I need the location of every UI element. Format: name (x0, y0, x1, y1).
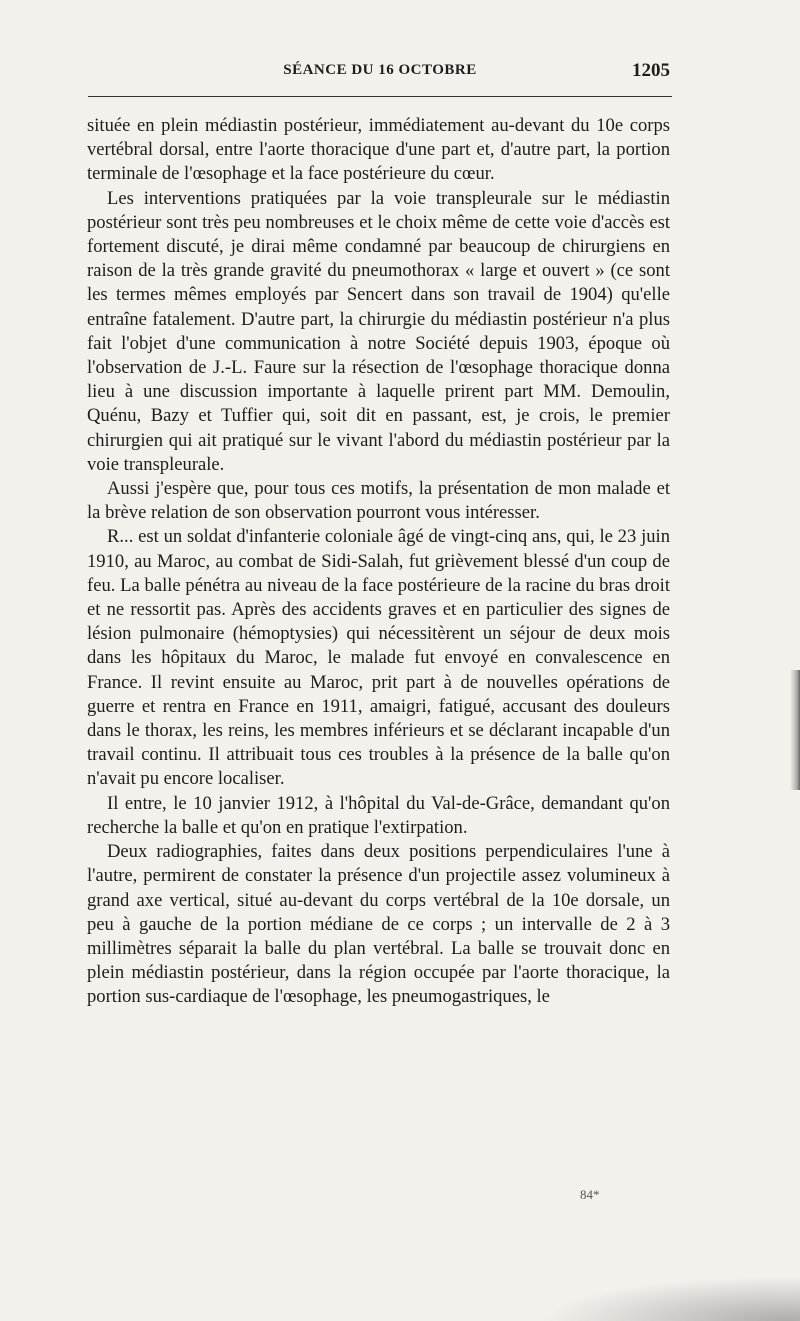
paragraph: Aussi j'espère que, pour tous ces motifs, la présentation de mon malade et la brève relation de son observation pourront vous intéresser. (87, 478, 670, 524)
paragraph: Deux radiographies, faites dans deux positions perpendiculaires l'une à l'autre, permirent de constater la présence d'un projectile assez volumineux à grand axe vertical, situé au-devant du corps vertébral de la 10e dorsale, un peu à gauche de la portion médiane de ce corps ; un intervalle de 2 à 3 millimètres séparait la balle du plan vertébral. La balle se trouvait donc en plein médiastin postérieur, dans la région occupée par l'aorte thoracique, la portion sus-cardiaque de l'œsophage, les pneumogastriques, le (87, 841, 670, 1008)
page-corner-smudge (540, 1276, 800, 1321)
signature-mark: 84* (580, 1187, 600, 1202)
paragraph-continuation: située en plein médiastin postérieur, immédiatement au-devant du 10e corps vertébral dorsal, entre l'aorte thoracique d'une part et, d'autre part, la portion terminale de l'œsophage et la face postérieure du cœur. (87, 115, 670, 185)
paragraph: Les interventions pratiquées par la voie transpleurale sur le médiastin postérieur sont très peu nombreuses et le choix même de cette voie d'accès est fortement discuté, je dirai même condamné par beaucoup de chirurgiens en raison de la très grande gravité du pneumothorax « large et ouvert » (ce sont les termes mêmes employés par Sencert dans son travail de 1904) qu'elle entraîne fatalement. D'autre part, la chirurgie du médiastin postérieur n'a plus fait l'objet d'une communication à notre Société depuis 1903, époque où l'observation de J.-L. Faure sur la résection de l'œsophage thoracique donna lieu à une discussion importante à laquelle prirent part MM. Demoulin, Quénu, Bazy et Tuffier qui, soit dit en passant, est, je crois, le premier chirurgien qui ait pratiqué sur le vivant l'abord du médiastin postérieur par la voie transpleurale. (87, 187, 670, 475)
paragraph: Il entre, le 10 janvier 1912, à l'hôpital du Val-de-Grâce, demandant qu'on recherche la balle et qu'on en pratique l'extirpation. (87, 792, 670, 838)
running-title: SÉANCE DU 16 OCTOBRE (283, 62, 477, 78)
page-edge-shadow (790, 670, 800, 790)
running-head (90, 60, 670, 84)
page-number: 1205 (632, 60, 670, 81)
body-text (87, 114, 670, 1010)
paragraph: R... est un soldat d'infanterie coloniale âgé de vingt-cinq ans, qui, le 23 juin 1910, au Maroc, au combat de Sidi-Salah, fut grièvement blessé d'un coup de feu. La balle pénétra au niveau de la face postérieure de la racine du bras droit et ne ressortit pas. Après des accidents graves et en particulier des signes de lésion pulmonaire (hémoptysies) qui nécessitèrent un séjour de deux mois dans les hôpitaux du Maroc, le malade fut envoyé en convalescence en France. Il revint ensuite au Maroc, prit part à de nouvelles opérations de guerre et rentra en France en 1911, amaigri, fatigué, accusant des douleurs dans le thorax, les reins, les membres inférieurs et se déclarant incapable d'un travail continu. Il attribuait tous ces troubles à la présence de la balle qu'on n'avait pu encore localiser. (87, 526, 670, 790)
header-rule (88, 96, 672, 97)
